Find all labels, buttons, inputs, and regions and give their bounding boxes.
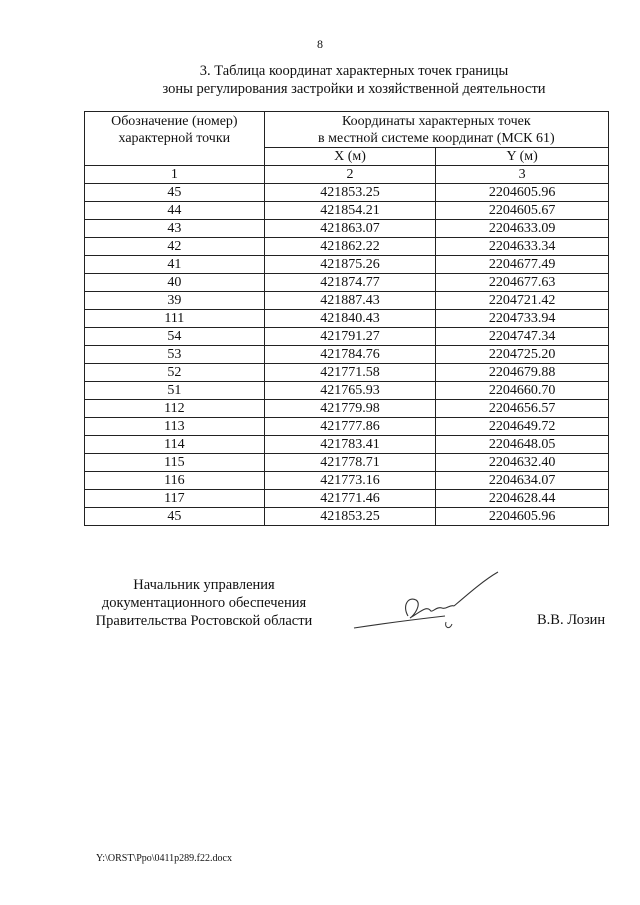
point-number-cell: 45 (85, 184, 265, 202)
point-number-cell: 53 (85, 346, 265, 364)
y-coordinate-cell: 2204660.70 (436, 382, 609, 400)
coordinates-table (84, 111, 609, 526)
table-row (85, 418, 609, 436)
table-row (85, 184, 609, 202)
index-cell: 3 (436, 166, 609, 184)
point-number-cell: 54 (85, 328, 265, 346)
header-coordinates-line-2: в местной системе координат (МСК 61) (318, 131, 555, 146)
header-y: Y (м) (436, 148, 609, 166)
header-point-designation (85, 112, 265, 166)
signatory-position-line-1: Начальник управления (133, 577, 275, 593)
signatory-name: В.В. Лозин (537, 612, 606, 628)
y-coordinate-cell: 2204721.42 (436, 292, 609, 310)
table-row (85, 328, 609, 346)
table-row (85, 346, 609, 364)
signatory-position (84, 576, 324, 630)
x-coordinate-cell: 421773.16 (264, 472, 436, 490)
y-coordinate-cell: 2204679.88 (436, 364, 609, 382)
handwritten-signature (350, 566, 520, 638)
x-coordinate-cell: 421875.26 (264, 256, 436, 274)
table-title (84, 62, 624, 98)
x-coordinate-cell: 421783.41 (264, 436, 436, 454)
table-row (85, 310, 609, 328)
table-header-row (85, 112, 609, 148)
table-index-row (85, 166, 609, 184)
point-number-cell: 113 (85, 418, 265, 436)
header-coordinates-group (264, 112, 608, 148)
table-row (85, 292, 609, 310)
point-number-cell: 114 (85, 436, 265, 454)
table-row (85, 436, 609, 454)
point-number-cell: 111 (85, 310, 265, 328)
table-row (85, 364, 609, 382)
y-coordinate-cell: 2204725.20 (436, 346, 609, 364)
x-coordinate-cell: 421863.07 (264, 220, 436, 238)
y-coordinate-cell: 2204656.57 (436, 400, 609, 418)
y-coordinate-cell: 2204733.94 (436, 310, 609, 328)
index-cell: 2 (264, 166, 436, 184)
page-number: 8 (317, 37, 323, 51)
table-title-line-1: 3. Таблица координат характерных точек границы (199, 63, 509, 79)
header-coordinates-line-1: Координаты характерных точек (342, 114, 531, 129)
header-point-designation-line-1: Обозначение (номер) (111, 114, 238, 129)
y-coordinate-cell: 2204677.63 (436, 274, 609, 292)
signatory-position-line-3: Правительства Ростовской области (95, 613, 313, 629)
x-coordinate-cell: 421853.25 (264, 184, 436, 202)
y-coordinate-cell: 2204633.09 (436, 220, 609, 238)
x-coordinate-cell: 421771.46 (264, 490, 436, 508)
x-coordinate-cell: 421765.93 (264, 382, 436, 400)
header-point-designation-line-2: характерной точки (118, 131, 231, 146)
y-coordinate-cell: 2204677.49 (436, 256, 609, 274)
x-coordinate-cell: 421777.86 (264, 418, 436, 436)
x-coordinate-cell: 421784.76 (264, 346, 436, 364)
point-number-cell: 44 (85, 202, 265, 220)
index-cell: 1 (85, 166, 265, 184)
table-row (85, 400, 609, 418)
x-coordinate-cell: 421778.71 (264, 454, 436, 472)
y-coordinate-cell: 2204649.72 (436, 418, 609, 436)
y-coordinate-cell: 2204628.44 (436, 490, 609, 508)
table-row (85, 274, 609, 292)
table-row (85, 256, 609, 274)
x-coordinate-cell: 421791.27 (264, 328, 436, 346)
x-coordinate-cell: 421862.22 (264, 238, 436, 256)
table-row (85, 490, 609, 508)
table-row (85, 238, 609, 256)
table-row (85, 454, 609, 472)
table-row (85, 202, 609, 220)
point-number-cell: 39 (85, 292, 265, 310)
y-coordinate-cell: 2204605.96 (436, 508, 609, 526)
x-coordinate-cell: 421779.98 (264, 400, 436, 418)
point-number-cell: 116 (85, 472, 265, 490)
y-coordinate-cell: 2204747.34 (436, 328, 609, 346)
point-number-cell: 40 (85, 274, 265, 292)
y-coordinate-cell: 2204634.07 (436, 472, 609, 490)
point-number-cell: 42 (85, 238, 265, 256)
x-coordinate-cell: 421771.58 (264, 364, 436, 382)
x-coordinate-cell: 421887.43 (264, 292, 436, 310)
point-number-cell: 52 (85, 364, 265, 382)
point-number-cell: 112 (85, 400, 265, 418)
y-coordinate-cell: 2204648.05 (436, 436, 609, 454)
table-title-line-2: зоны регулирования застройки и хозяйственной деятельности (162, 81, 546, 97)
y-coordinate-cell: 2204633.34 (436, 238, 609, 256)
point-number-cell: 43 (85, 220, 265, 238)
y-coordinate-cell: 2204632.40 (436, 454, 609, 472)
table-row (85, 508, 609, 526)
x-coordinate-cell: 421874.77 (264, 274, 436, 292)
y-coordinate-cell: 2204605.96 (436, 184, 609, 202)
y-coordinate-cell: 2204605.67 (436, 202, 609, 220)
x-coordinate-cell: 421853.25 (264, 508, 436, 526)
x-coordinate-cell: 421854.21 (264, 202, 436, 220)
table-row (85, 382, 609, 400)
table-row (85, 472, 609, 490)
x-coordinate-cell: 421840.43 (264, 310, 436, 328)
table-row (85, 220, 609, 238)
header-x: X (м) (264, 148, 436, 166)
point-number-cell: 51 (85, 382, 265, 400)
point-number-cell: 117 (85, 490, 265, 508)
point-number-cell: 45 (85, 508, 265, 526)
footer-file-path: Y:\ORST\Ppo\0411p289.f22.docx (96, 853, 232, 864)
point-number-cell: 115 (85, 454, 265, 472)
signatory-position-line-2: документационного обеспечения (101, 595, 307, 611)
point-number-cell: 41 (85, 256, 265, 274)
